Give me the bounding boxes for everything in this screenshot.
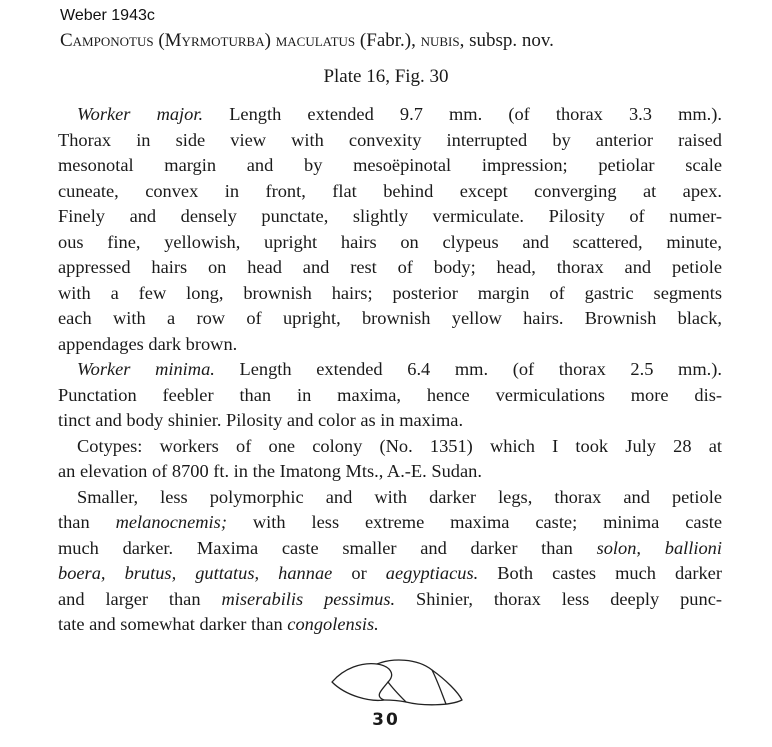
caste-label: Worker minima. bbox=[77, 359, 215, 379]
text-line: boera, brutus, guttatus, hannae or aegyptiacus. Both castes much darker bbox=[58, 563, 722, 583]
text-line: much darker. Maxima caste smaller and darker than solon, ballioni bbox=[58, 537, 722, 558]
petiole-outline-drawing-icon bbox=[322, 652, 472, 716]
text-line: Worker major. Length extended 9.7 mm. (of thorax 3.3 mm.). bbox=[77, 104, 722, 124]
taxon-name: miserabilis pessimus. bbox=[221, 588, 396, 609]
text-line: tate and somewhat darker than congolensis. bbox=[58, 614, 379, 634]
species-name: maculatus bbox=[275, 30, 356, 51]
description-body bbox=[58, 102, 722, 638]
text-line: and larger than miserabilis pessimus. Shinier, thorax less deeply punc- bbox=[58, 588, 722, 609]
cotypes-paragraph bbox=[58, 434, 722, 485]
text-line: with a few long, brownish hairs; posterior margin of gastric segments bbox=[58, 282, 722, 303]
genus-name: Camponotus bbox=[60, 30, 154, 51]
taxon-name: boera, brutus, guttatus, hannae bbox=[58, 563, 333, 583]
text-line: appendages dark brown. bbox=[58, 333, 238, 354]
taxon-name: congolensis. bbox=[287, 614, 379, 634]
text-line: Punctation feebler than in maxima, hence vermiculations more dis- bbox=[58, 384, 722, 405]
text-line: appressed hairs on head and rest of body; head, thorax and petiole bbox=[58, 257, 722, 277]
text-line: Thorax in side view with convexity interrupted by anterior raised bbox=[58, 129, 722, 150]
plate-reference: Plate 16, Fig. 30 bbox=[323, 66, 449, 87]
worker-minima-paragraph bbox=[58, 357, 722, 434]
text-line: than melanocnemis; with less extreme maxima caste; minima caste bbox=[58, 512, 722, 532]
caste-label: Worker major. bbox=[77, 104, 204, 124]
taxon-name: aegyptiacus. bbox=[385, 563, 479, 583]
taxon-status: subsp. nov. bbox=[469, 30, 554, 51]
text-line: mesonotal margin and by mesoëpinotal impression; petiolar scale bbox=[58, 155, 722, 175]
text-line: each with a row of upright, brownish yellow hairs. Brownish black, bbox=[58, 308, 722, 328]
species-title bbox=[60, 28, 722, 54]
comparison-paragraph bbox=[58, 485, 722, 638]
subspecies-name: nubis, bbox=[420, 30, 465, 51]
text-line: ous fine, yellowish, upright hairs on clypeus and scattered, minute, bbox=[58, 231, 722, 252]
text-line: Smaller, less polymorphic and with darker legs, thorax and petiole bbox=[77, 486, 722, 507]
text-line: cuneate, convex in front, flat behind except converging at apex. bbox=[58, 180, 722, 201]
taxon-name: melanocnemis; bbox=[115, 512, 227, 532]
text-line: an elevation of 8700 ft. in the Imatong Mts., A.-E. Sudan. bbox=[58, 461, 482, 481]
text-line: tinct and body shinier. Pilosity and color as in maxima. bbox=[58, 410, 464, 430]
taxon-name: solon, ballioni bbox=[596, 537, 722, 558]
citation-label: Weber 1943c bbox=[60, 7, 155, 24]
figure-number: 30 bbox=[372, 710, 400, 730]
species-author: (Fabr.), bbox=[359, 30, 416, 51]
subgenus-name: (Myrmoturba) bbox=[158, 30, 271, 51]
text-line: Cotypes: workers of one colony (No. 1351) which I took July 28 at bbox=[77, 435, 722, 456]
text-line: Finely and densely punctate, slightly vermiculate. Pilosity of numer- bbox=[58, 206, 722, 226]
text-line: Worker minima. Length extended 6.4 mm. (of thorax 2.5 mm.). bbox=[77, 359, 722, 379]
worker-major-paragraph bbox=[58, 102, 722, 357]
